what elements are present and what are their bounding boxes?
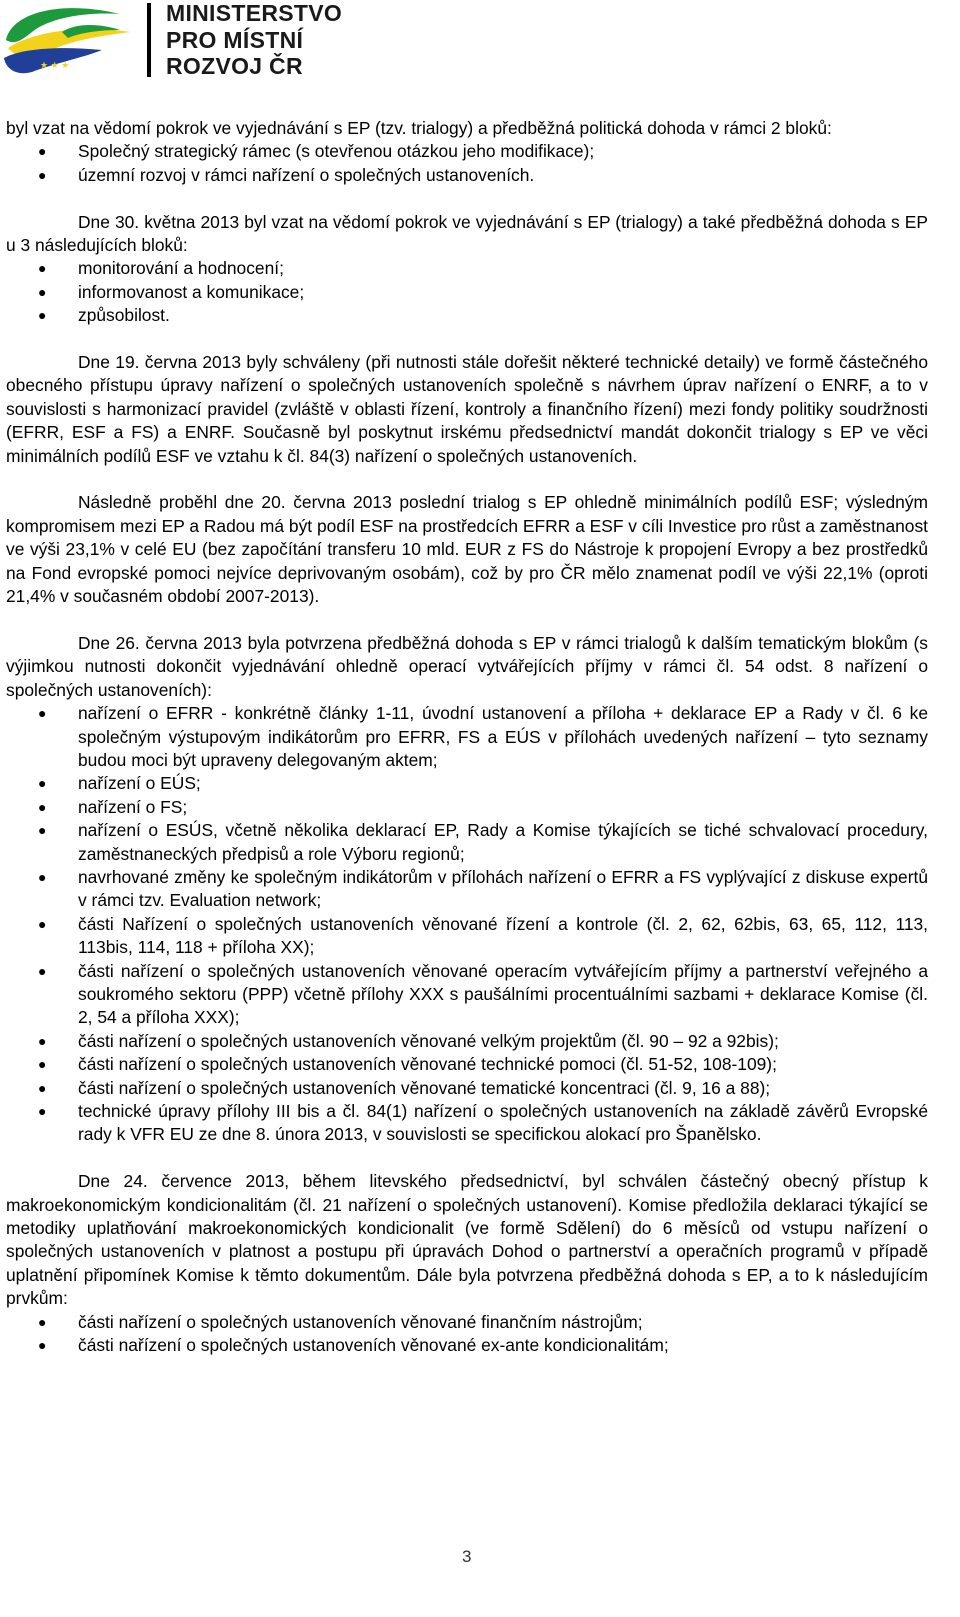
- list-item-text: územní rozvoj v rámci nařízení o společných ustanoveních.: [78, 164, 535, 185]
- list-item-text: způsobilost.: [78, 305, 170, 326]
- list-item: [6, 1311, 928, 1334]
- list-item-text: nařízení o EFRR - konkrétně články 1-11, úvodní ustanovení a příloha + deklarace EP a Rady v čl. 6 ke společným výstupovým indikátorům pro EFRR, FS a EÚS v přílohách uvedených nařízení – tyto seznamy budou moci být upraveny delegovaným aktem;: [78, 703, 928, 770]
- bullet-icon: ●: [38, 915, 47, 932]
- list-item-text: části nařízení o společných ustanoveních věnované velkým projektům (čl. 90 – 92 a 92bis);: [78, 1030, 779, 1051]
- list-item-text: Společný strategický rámec (s otevřenou otázkou jeho modifikace);: [78, 141, 595, 162]
- list-item: [6, 281, 928, 304]
- list-item: [6, 866, 928, 913]
- svg-text:★ ★ ★: ★ ★ ★: [40, 60, 70, 70]
- page-header: [0, 0, 960, 90]
- bullet-icon: ●: [38, 1103, 47, 1119]
- bullet-icon: ●: [38, 962, 47, 979]
- bullet-icon: ●: [38, 868, 47, 885]
- paragraph: Dne 30. května 2013 byl vzat na vědomí pokrok ve vyjednávání s EP (trialogy) a také předběžná dohoda s EP u 3 následujících bloků:: [6, 211, 928, 256]
- list-item-text: informovanost a komunikace;: [78, 281, 305, 302]
- ministry-name: [166, 0, 342, 80]
- list-item-text: nařízení o ESÚS, včetně několika deklarací EP, Rady a Komise týkajících se tiché schvalovací procedury, zaměstnaneckých předpisů a role Výboru regionů;: [78, 820, 928, 864]
- list-item: [6, 140, 928, 163]
- paragraph: Dne 24. července 2013, během litevského předsednictví, byl schválen částečný obecný přístup k makroekonomickým kondicionalitám (čl. 21 nařízení o společných ustanovení). Komise předložila deklaraci týkající se metodiky uplatňování makroekonomických kondicionalit (ve formě Sdělení) do 6 měsíců od vstupu nařízení o společných ustanoveních v platnost a postupu při úpravách Dohod o partnerství a operačních programů v případě uplatnění připomínek Komise k těmto dokumentům. Dále byla potvrzena předběžná dohoda s EP, a to k následujícím prvkům:: [6, 1171, 928, 1309]
- ministry-name-line-1: MINISTERSTVO: [166, 0, 343, 26]
- list-item: [6, 1334, 928, 1357]
- list-item: [6, 960, 928, 1030]
- paragraph: Následně proběhl dne 20. června 2013 poslední trialog s EP ohledně minimálních podílů ESF; výsledným kompromisem mezi EP a Radou má být podíl ESF na prostředcích EFRR a ESF v cíli Investice pro růst a zaměstnanost ve výši 23,1% v celé EU (bez započítání transferu 10 mld. EUR z FS do Nástroje k propojení Evropy a bez prostředků na Fond evropské pomoci nejvíce deprivovaným osobám), což by pro ČR mělo znamenat podíl ve výši 22,1% (oproti 21,4% v současném období 2007-2013).: [6, 492, 928, 607]
- list-item-text: části Nařízení o společných ustanoveních věnované řízení a kontrole (čl. 2, 62, 62bis, 63, 65, 112, 113, 113bis, 114, 118 + příloha XX);: [78, 913, 928, 958]
- paragraph: Dne 19. června 2013 byly schváleny (při nutnosti stále dořešit některé technické detaily) ve formě částečného obecného přístupu úpravy nařízení o společných ustanoveních společně s návrhem úprav nařízení o ENRF, a to v souvislosti s harmonizací pravidel (zvláště v oblasti řízení, kontroly a finančního řízení) mezi fondy politiky soudržnosti (EFRR, ESF a FS) a ENRF. Současně byl poskytnut irskému předsednictví mandát dokončit trialogy s EP ve věci minimálních podílů ESF ve vztahu k čl. 84(3) nařízení o společných ustanoveních.: [6, 352, 928, 466]
- logo-divider: [147, 3, 151, 77]
- list-item: [6, 1100, 928, 1147]
- list-item: [6, 257, 928, 280]
- bullet-list: [6, 1311, 928, 1358]
- bullet-list: [6, 702, 928, 1147]
- list-item-text: monitorování a hodnocení;: [78, 258, 284, 279]
- list-item-text: části nařízení o společných ustanoveních věnované operacím vytvářejícím příjmy a partnerství veřejného a soukromého sektoru (PPP) včetně přílohy XXX s paušálními procentuálními sazbami + deklarace Komise (čl. 2, 54 a příloha XXX);: [78, 960, 928, 1028]
- list-item: [6, 1030, 928, 1053]
- page-number: 3: [462, 1547, 472, 1566]
- list-item-text: části nařízení o společných ustanoveních věnované tematické koncentraci (čl. 9, 16 a 88);: [78, 1077, 771, 1098]
- bullet-icon: ●: [38, 260, 47, 277]
- list-item-text: části nařízení o společných ustanoveních věnované ex-ante kondicionalitám;: [78, 1335, 669, 1356]
- list-item: [6, 702, 928, 772]
- list-item: [6, 164, 928, 187]
- list-item-text: navrhované změny ke společným indikátorům v přílohách nařízení o EFRR a FS vyplývající z diskuse expertů v rámci tzv. Evaluation network;: [78, 866, 928, 911]
- bullet-icon: ●: [38, 307, 47, 324]
- paragraph-spacer: [6, 187, 928, 210]
- list-item-text: nařízení o EÚS;: [78, 773, 201, 794]
- bullet-icon: ●: [38, 822, 47, 839]
- paragraph-spacer: [6, 608, 928, 631]
- list-item-text: nařízení o FS;: [78, 796, 188, 817]
- paragraph: byl vzat na vědomí pokrok ve vyjednávání s EP (tzv. trialogy) a předběžná politická dohoda v rámci 2 bloků:: [6, 118, 832, 138]
- paragraph-spacer: [6, 468, 928, 491]
- list-item: [6, 819, 928, 866]
- paragraph-spacer: [6, 1147, 928, 1170]
- bullet-icon: ●: [38, 1079, 47, 1096]
- list-item-text: části nařízení o společných ustanoveních věnované finančním nástrojům;: [78, 1311, 643, 1332]
- bullet-icon: ●: [38, 798, 47, 815]
- list-item: [6, 1077, 928, 1100]
- bullet-icon: ●: [38, 1337, 47, 1354]
- bullet-list: [6, 140, 928, 187]
- list-item: [6, 772, 928, 795]
- bullet-icon: ●: [38, 283, 47, 300]
- list-item: [6, 1053, 928, 1076]
- list-item-text: technické úpravy přílohy III bis a čl. 84(1) nařízení o společných ustanoveních na základě závěrů Evropské rady k VFR EU ze dne 8. února 2013, v souvislosti se specifickou alokací pro Španělsko.: [78, 1101, 928, 1145]
- list-item: [6, 913, 928, 960]
- document-body: [6, 117, 928, 1357]
- list-item-text: části nařízení o společných ustanoveních věnované technické pomoci (čl. 51-52, 108-109);: [78, 1054, 777, 1075]
- ministry-logo: [2, 2, 132, 78]
- paragraph: Dne 26. června 2013 byla potvrzena předběžná dohoda s EP v rámci trialogů k dalším tematickým blokům (s výjimkou nutnosti dokončit vyjednávání ohledně operací vytvářejících příjmy v rámci čl. 54 odst. 8 nařízení o společných ustanoveních):: [6, 632, 928, 700]
- bullet-icon: ●: [38, 1056, 47, 1073]
- list-item: [6, 796, 928, 819]
- bullet-icon: ●: [38, 775, 47, 792]
- bullet-icon: ●: [38, 1313, 47, 1330]
- ministry-name-line-3: ROZVOJ ČR: [166, 53, 303, 79]
- bullet-icon: ●: [38, 1032, 47, 1049]
- ministry-name-line-2: PRO MÍSTNÍ: [166, 26, 304, 53]
- bullet-icon: ●: [38, 143, 47, 160]
- bullet-icon: ●: [38, 705, 47, 722]
- bullet-list: [6, 257, 928, 327]
- paragraph-spacer: [6, 328, 928, 351]
- list-item: [6, 304, 928, 327]
- bullet-icon: ●: [38, 166, 47, 183]
